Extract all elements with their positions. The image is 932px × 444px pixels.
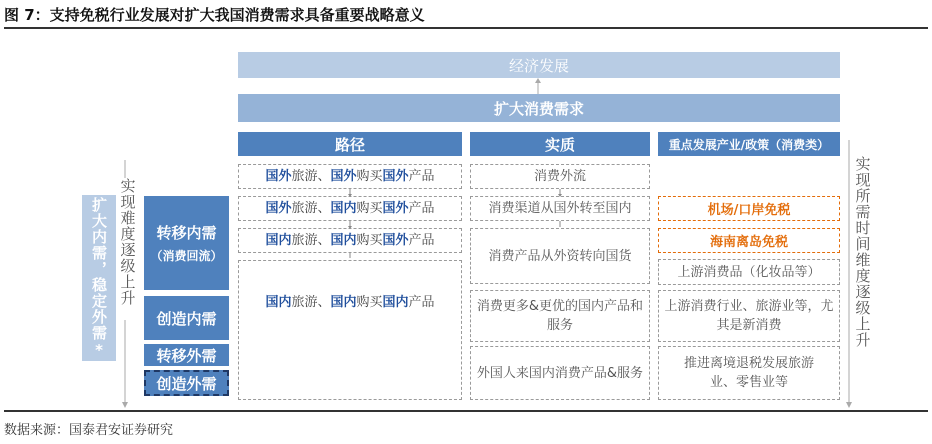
data-source: 数据来源：国泰君安证券研究 <box>4 423 174 438</box>
side-label-text: 扩大内需，稳定外需* <box>90 196 108 360</box>
header-essence: 实质 <box>470 132 650 156</box>
policy-upstream-goods: 上游消费品（化妆品等） <box>658 259 840 285</box>
transfer-foreign-box: 转移外需 <box>144 344 229 366</box>
policy-departure-tax-refund: 推进离境退税发展旅游业、零售业等 <box>658 346 840 400</box>
path-location-segment: 国外 <box>265 169 292 184</box>
transfer-domestic-label: 转移内需 <box>156 224 217 242</box>
essence-2: 消费渠道从国外转至国内 <box>470 196 650 221</box>
path-row-1 <box>238 164 462 189</box>
path-4-text <box>265 293 434 312</box>
path-text-segment: 购买 <box>356 295 383 310</box>
path-text-segment: 旅游、 <box>291 169 331 184</box>
path-text-segment: 旅游、 <box>291 233 331 248</box>
path-text-segment: 产品 <box>408 201 435 216</box>
essence-4: 消费更多&更优的国内产品和服务 <box>470 290 650 342</box>
path-location-segment: 国内 <box>330 295 357 310</box>
time-dimension-label-text: 实现所需时间维度逐级上升 <box>853 156 872 348</box>
arrow-up-icon <box>533 78 543 94</box>
path-text-segment: 旅游、 <box>291 201 331 216</box>
path-location-segment: 国外 <box>382 201 409 216</box>
path-location-segment: 国内 <box>265 233 292 248</box>
essence-connector-arrows <box>555 188 565 230</box>
time-arrow-icon <box>844 140 854 410</box>
create-domestic-box: 创造内需 <box>144 296 229 340</box>
policy-upstream-industries: 上游消费行业、旅游业等，尤其是新消费 <box>658 290 840 342</box>
essence-5: 外国人来国内消费产品&服务 <box>470 346 650 400</box>
essence-1: 消费外流 <box>470 164 650 189</box>
difficulty-label-text: 实现难度逐级上升 <box>118 178 137 306</box>
path-location-segment: 国外 <box>382 169 409 184</box>
path-location-segment: 国内 <box>265 295 292 310</box>
path-location-segment: 国内 <box>382 295 409 310</box>
path-text-segment: 产品 <box>408 233 435 248</box>
policy-hainan-duty-free: 海南离岛免税 <box>658 228 840 253</box>
header-path: 路径 <box>238 132 462 156</box>
path-text-segment: 购买 <box>356 233 383 248</box>
figure-title: 图 7：支持免税行业发展对扩大我国消费需求具备重要战略意义 <box>4 6 425 24</box>
path-text-segment: 旅游、 <box>291 295 331 310</box>
path-location-segment: 国内 <box>330 233 357 248</box>
time-dimension-label <box>852 156 874 368</box>
footer-divider <box>4 410 928 412</box>
transfer-domestic-box <box>144 196 229 290</box>
expand-consumption-bar: 扩大消费需求 <box>238 94 840 122</box>
path-text-segment: 产品 <box>408 169 435 184</box>
transfer-domestic-sub: （消费回流） <box>150 249 223 263</box>
create-foreign-box: 创造外需 <box>144 370 229 396</box>
path-location-segment: 国外 <box>265 201 292 216</box>
path-connector-arrows <box>345 188 355 260</box>
title-divider <box>4 27 928 29</box>
path-location-segment: 国外 <box>382 233 409 248</box>
policy-airport-duty-free: 机场/口岸免税 <box>658 196 840 221</box>
path-text-segment: 产品 <box>408 295 435 310</box>
path-text-segment: 购买 <box>356 169 383 184</box>
side-label-expand-domestic <box>82 195 116 361</box>
path-1-text <box>265 167 434 186</box>
essence-3: 消费产品从外资转向国货 <box>470 228 650 284</box>
path-location-segment: 国外 <box>330 169 357 184</box>
path-text-segment: 购买 <box>356 201 383 216</box>
path-row-4 <box>238 260 462 400</box>
path-location-segment: 国内 <box>330 201 357 216</box>
header-policy: 重点发展产业/政策（消费类） <box>658 132 840 156</box>
economy-bar: 经济发展 <box>238 52 840 78</box>
difficulty-arrow-icon <box>120 160 130 410</box>
